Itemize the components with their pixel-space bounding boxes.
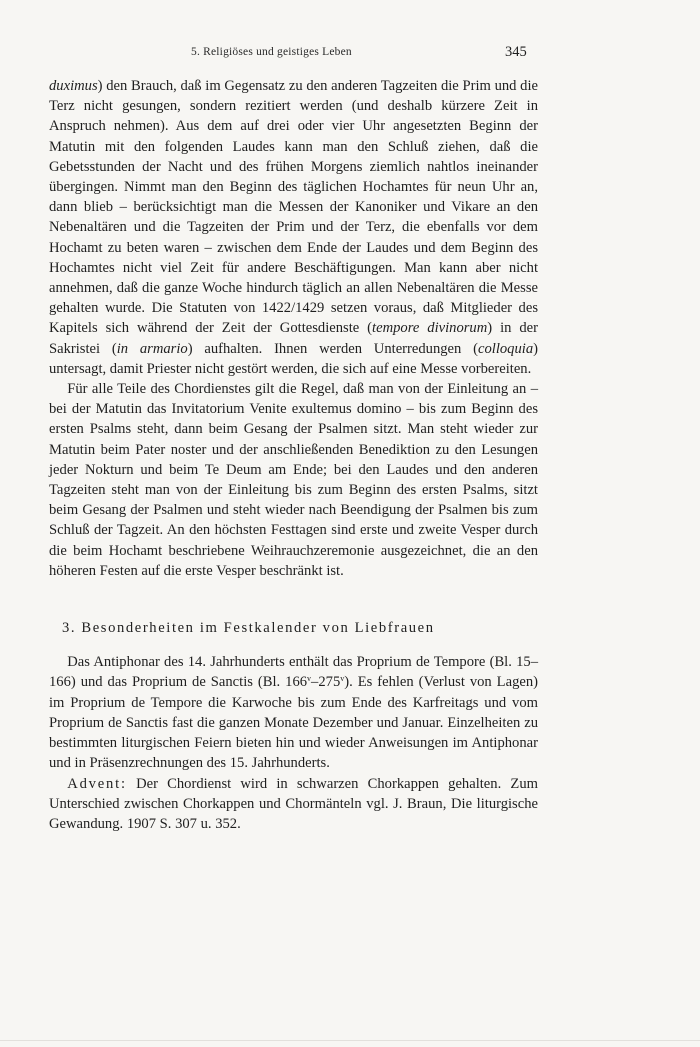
paragraph-3 bbox=[49, 652, 538, 773]
lead-term: Advent: bbox=[67, 775, 127, 792]
latin-term: tempore divinorum bbox=[372, 320, 488, 337]
latin-term: in armario bbox=[116, 340, 188, 357]
text-run: Das Antiphonar des 14. Jahrhunderts enthält das Proprium de Tempore (Bl. 15–166) und das Proprium de Sanctis (Bl. 166 bbox=[49, 654, 538, 691]
verso-mark: v bbox=[340, 674, 345, 684]
text-run: ). Es fehlen (Verlust von Lagen) im Proprium de Tempore die Karwoche bis zum Ende des Karfreitags und vom Proprium de Sanctis fast die ganzen Monate Dezember und Januar. Einzelheiten zu bestimmten liturgischen Feiern bieten hin und wieder Anweisungen im Antiphonar und in Präsenzrechnungen des 15. Jahrhunderts. bbox=[49, 674, 538, 772]
running-head bbox=[0, 44, 700, 64]
paragraph-4 bbox=[49, 774, 538, 835]
page-number: 345 bbox=[505, 44, 527, 60]
paragraph-2: Für alle Teile des Chordienstes gilt die Regel, daß man von der Einleitung an – bei der Matutin das Invitatorium Venite exultemus domino – bis zum Beginn des ersten Psalms steht, dann beim Gesang der Psalmen sitzt. Man steht wieder zur Matutin beim Pater noster und der anschließenden Benediktion zu den Lesungen jeder Nokturn und beim Te Deum am Ende; bei den Laudes und den anderen Tagzeiten steht man von der Einleitung bis zum Beginn des ersten Psalms, sitzt beim Gesang der Psalmen und steht wieder nach Beendigung der Psalmen bis zum Schluß der Tagzeit. An den höchsten Festtagen sind erste und zweite Vesper durch die beim Hochamt beschriebene Weihrauchzeremonie ausgezeichnet, die an den höheren Festen auf die erste Vesper beschränkt ist. bbox=[49, 381, 538, 579]
body-text bbox=[49, 76, 538, 834]
latin-term: colloquia bbox=[477, 340, 534, 357]
page-edge bbox=[0, 1040, 700, 1041]
running-title: 5. Religiöses und geistiges Leben bbox=[191, 46, 352, 58]
text-run: Der Chordienst wird in schwarzen Chorkappen gehalten. Zum Unterschied zwischen Chorkappen und Chormänteln vgl. J. Braun, Die liturgische Gewandung. 1907 S. 307 u. 352. bbox=[49, 775, 538, 832]
text-run: ) in der Sakristei ( bbox=[49, 320, 538, 357]
paragraph-1 bbox=[49, 76, 538, 379]
text-run: ) den Brauch, daß im Gegensatz zu den anderen Tagzeiten die Prim und die Terz nicht gesungen, sondern rezitiert werden (und deshalb kürzere Zeit in Anspruch nehmen). Aus dem auf drei oder vier Uhr angesetzten Beginn der Matutin mit den folgenden Laudes kann man den Schluß ziehen, daß die Gebetsstunden der Nacht und des frühen Morgens ziemlich nahtlos ineinander übergingen. Nimmt man den Beginn des täglichen Hochamtes für neun Uhr an, dann blieb – berücksichtigt man die Messen der Kanoniker und Vikare an den Nebenaltären und die Tagzeiten der Prim und der Terz, die ebenfalls vor dem Hochamt zu beten waren – zwischen dem Ende der Laudes und dem Beginn des Hochamtes nicht viel Zeit für andere Beschäftigungen. Man kann aber nicht annehmen, daß die ganze Woche hindurch täglich an allen Nebenaltären die Messe gehalten wurde. Die Statuten von 1422/1429 setzen voraus, daß Mitglieder des Kapitels sich während der Zeit der Gottesdienste ( bbox=[49, 78, 538, 337]
text-run: ) untersagt, damit Priester nicht gestört werden, die sich auf eine Messe vorbereiten. bbox=[49, 340, 538, 377]
text-run: –275 bbox=[311, 674, 341, 691]
section-heading: 3. Besonderheiten im Festkalender von Liebfrauen bbox=[62, 620, 435, 637]
text-run: ) aufhalten. Ihnen werden Unterredungen ( bbox=[187, 340, 478, 357]
verso-mark: v bbox=[307, 674, 312, 684]
latin-term: duximus bbox=[49, 78, 98, 94]
